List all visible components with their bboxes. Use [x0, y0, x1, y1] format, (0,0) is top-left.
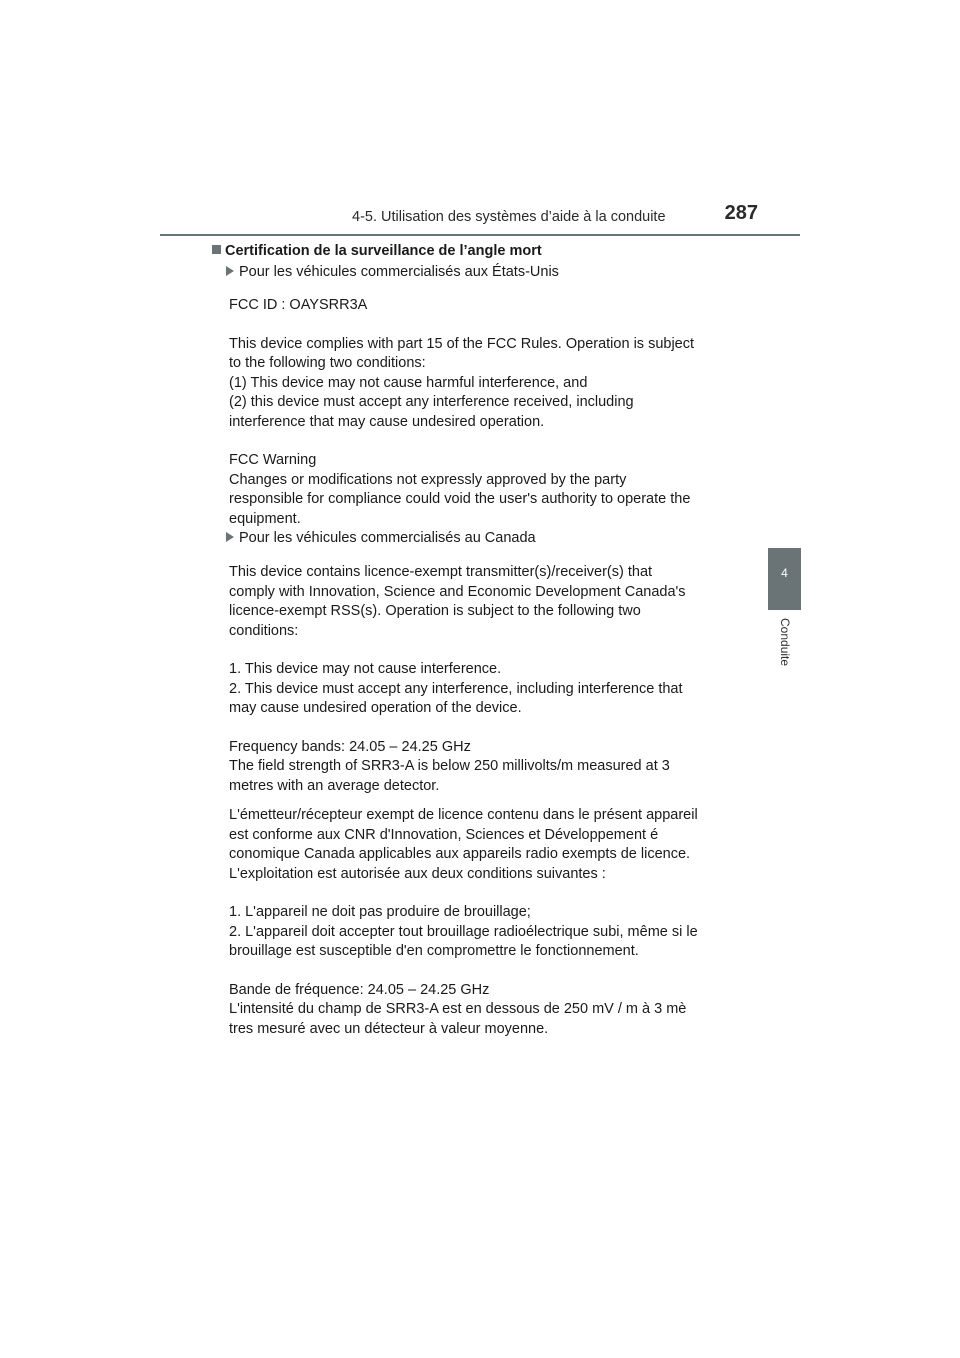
- canada-text-line: metres with an average detector.: [229, 777, 440, 794]
- canada-text-line: licence-exempt RSS(s). Operation is subject to the following two: [229, 603, 641, 619]
- fcc-warning-line: FCC Warning: [229, 452, 317, 468]
- page-header: [160, 200, 800, 236]
- canada-text-line-fr: est conforme aux CNR d'Innovation, Sciences et Développement é: [229, 826, 659, 843]
- paragraph-gap: [229, 316, 749, 335]
- bullet-us: [226, 264, 559, 280]
- fcc-warning-line: Changes or modifications not expressly approved by the party: [229, 471, 627, 488]
- fcc-text-line: This device complies with part 15 of the FCC Rules. Operation is subject: [229, 335, 695, 352]
- header-section-title: 4-5. Utilisation des systèmes d’aide à la conduite: [352, 209, 666, 225]
- chapter-label: [769, 618, 801, 678]
- canada-statement: [229, 563, 749, 1039]
- canada-text-line: 1. This device may not cause interference.: [229, 661, 502, 677]
- section-title-text: Certification de la surveillance de l’angle mort: [225, 243, 542, 259]
- fcc-warning-line: equipment.: [229, 510, 301, 527]
- chapter-label-text: Conduite: [778, 618, 792, 667]
- canada-text-line-fr: 2. L'appareil doit accepter tout brouillage radioélectrique subi, même si le: [229, 923, 698, 940]
- triangle-bullet-icon: [226, 532, 234, 542]
- canada-text-line: 2. This device must accept any interference, including interference that: [229, 680, 683, 697]
- triangle-bullet-icon: [226, 266, 234, 276]
- canada-text-line-fr: L'émetteur/récepteur exempt de licence contenu dans le présent appareil: [229, 807, 698, 823]
- paragraph-gap: [229, 796, 749, 806]
- canada-text-line-fr: 1. L'appareil ne doit pas produire de brouillage;: [229, 904, 531, 920]
- bullet-us-text: Pour les véhicules commercialisés aux États-Unis: [239, 264, 559, 280]
- canada-text-line-fr: conomique Canada applicables aux appareils radio exempts de licence.: [229, 846, 691, 862]
- canada-text-line: This device contains licence-exempt transmitter(s)/receiver(s) that: [229, 564, 653, 580]
- fcc-text-line: (1) This device may not cause harmful interference, and: [229, 374, 588, 391]
- canada-text-line: conditions:: [229, 622, 299, 639]
- section-title: [212, 243, 542, 259]
- canada-text-line-fr: brouillage est susceptible d'en compromettre le fonctionnement.: [229, 943, 639, 959]
- paragraph-gap: [229, 432, 749, 451]
- canada-text-line: may cause undesired operation of the device.: [229, 700, 522, 716]
- canada-text-line-fr: L'exploitation est autorisée aux deux conditions suivantes :: [229, 865, 606, 882]
- page-number: 287: [724, 202, 758, 224]
- canada-text-line-fr: Bande de fréquence: 24.05 – 24.25 GHz: [229, 981, 490, 998]
- fcc-statement: [229, 296, 749, 529]
- fcc-id: FCC ID : OAYSRR3A: [229, 297, 368, 313]
- canada-text-line: comply with Innovation, Science and Economic Development Canada's: [229, 583, 686, 600]
- bullet-canada: [226, 530, 536, 546]
- paragraph-gap: [229, 641, 749, 660]
- square-bullet-icon: [212, 245, 221, 254]
- header-rule: [160, 234, 800, 236]
- fcc-text-line: to the following two conditions:: [229, 355, 426, 371]
- paragraph-gap: [229, 962, 749, 981]
- fcc-warning-line: responsible for compliance could void the user's authority to operate the: [229, 491, 691, 507]
- canada-text-line-fr: L'intensité du champ de SRR3-A est en dessous de 250 mV / m à 3 mè: [229, 1001, 687, 1017]
- canada-text-line: The field strength of SRR3-A is below 250 millivolts/m measured at 3: [229, 758, 670, 774]
- fcc-text-line: interference that may cause undesired operation.: [229, 413, 545, 430]
- paragraph-gap: [229, 719, 749, 738]
- chapter-tab: 4: [768, 548, 801, 610]
- canada-text-line: Frequency bands: 24.05 – 24.25 GHz: [229, 738, 471, 755]
- paragraph-gap: [229, 884, 749, 903]
- bullet-canada-text: Pour les véhicules commercialisés au Canada: [239, 530, 536, 546]
- fcc-text-line: (2) this device must accept any interference received, including: [229, 394, 634, 410]
- canada-text-line-fr: tres mesuré avec un détecteur à valeur moyenne.: [229, 1020, 549, 1037]
